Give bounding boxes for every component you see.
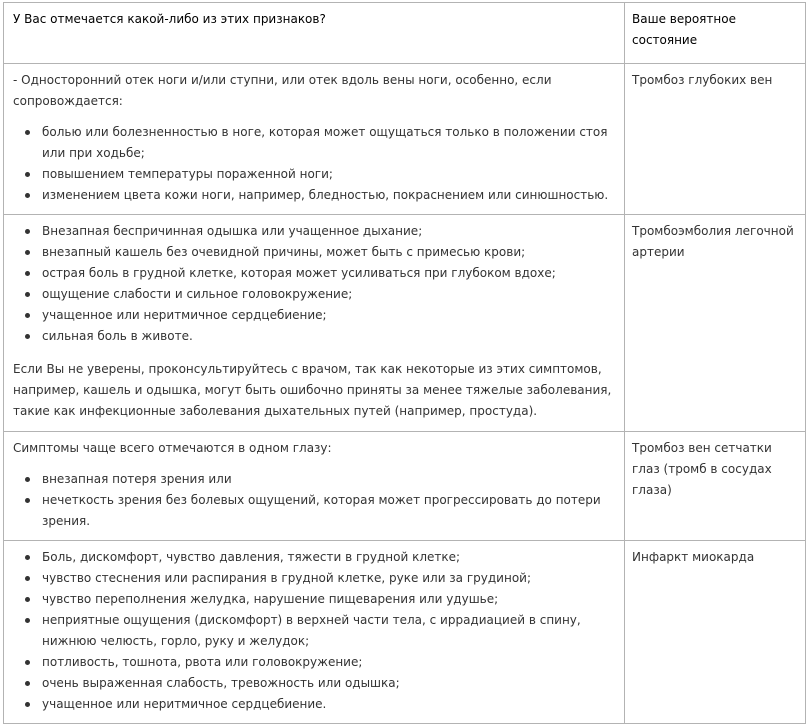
list-item: внезапный кашель без очевидной причины, может быть с примесью крови; — [42, 242, 620, 263]
table-row — [4, 215, 806, 432]
table-header-row — [4, 3, 806, 64]
list-item: острая боль в грудной клетке, которая может усиливаться при глубоком вдохе; — [42, 263, 620, 284]
list-item: Внезапная беспричинная одышка или учащенное дыхание; — [42, 221, 620, 242]
header-symptoms: У Вас отмечается какой-либо из этих признаков? — [4, 3, 625, 64]
list-item: чувство переполнения желудка, нарушение пищеварения или удушье; — [42, 589, 620, 610]
symptoms-table — [3, 2, 806, 724]
list-item: сильная боль в животе. — [42, 326, 620, 347]
table-row — [4, 432, 806, 541]
symptoms-cell — [4, 432, 625, 541]
symptoms-intro: Симптомы чаще всего отмечаются в одном глазу: — [13, 441, 332, 455]
list-item: учащенное или неритмичное сердцебиение. — [42, 694, 620, 715]
symptoms-intro: - Односторонний отек ноги и/или ступни, или отек вдоль вены ноги, особенно, если сопровождается: — [13, 73, 552, 108]
symptoms-note: Если Вы не уверены, проконсультируйтесь с врачом, так как некоторые из этих симптомов, например, кашель и одышка, могут быть ошибочно приняты за менее тяжелые заболевания, такие как инфекционные заболевания дыхательных путей (например, простуда). — [13, 362, 612, 418]
symptoms-list — [13, 469, 620, 532]
symptoms-list — [13, 122, 620, 206]
list-item: очень выраженная слабость, тревожность или одышка; — [42, 673, 620, 694]
list-item: ощущение слабости и сильное головокружение; — [42, 284, 620, 305]
list-item: неприятные ощущения (дискомфорт) в верхней части тела, с иррадиацией в спину, нижнюю челюсть, горло, руку и желудок; — [42, 610, 620, 652]
list-item: болью или болезненностью в ноге, которая может ощущаться только в положении стоя или при ходьбе; — [42, 122, 620, 164]
list-item: внезапная потеря зрения или — [42, 469, 620, 490]
list-item: Боль, дискомфорт, чувство давления, тяжести в грудной клетке; — [42, 547, 620, 568]
condition-cell: Инфаркт миокарда — [625, 541, 806, 724]
symptoms-list — [13, 547, 620, 715]
list-item: потливость, тошнота, рвота или головокружение; — [42, 652, 620, 673]
table-row — [4, 64, 806, 215]
list-item: нечеткость зрения без болевых ощущений, которая может прогрессировать до потери зрения. — [42, 490, 620, 532]
list-item: изменением цвета кожи ноги, например, бледностью, покраснением или синюшностью. — [42, 185, 620, 206]
symptoms-cell — [4, 64, 625, 215]
symptoms-list — [13, 221, 620, 347]
list-item: повышением температуры пораженной ноги; — [42, 164, 620, 185]
list-item: учащенное или неритмичное сердцебиение; — [42, 305, 620, 326]
header-condition: Ваше вероятное состояние — [625, 3, 806, 64]
symptoms-cell — [4, 541, 625, 724]
table-row — [4, 541, 806, 724]
symptoms-cell — [4, 215, 625, 432]
condition-cell: Тромбоз глубоких вен — [625, 64, 806, 215]
list-item: чувство стеснения или распирания в грудной клетке, руке или за грудиной; — [42, 568, 620, 589]
condition-cell: Тромбоз вен сетчатки глаз (тромб в сосудах глаза) — [625, 432, 806, 541]
condition-cell: Тромбоэмболия легочной артерии — [625, 215, 806, 432]
